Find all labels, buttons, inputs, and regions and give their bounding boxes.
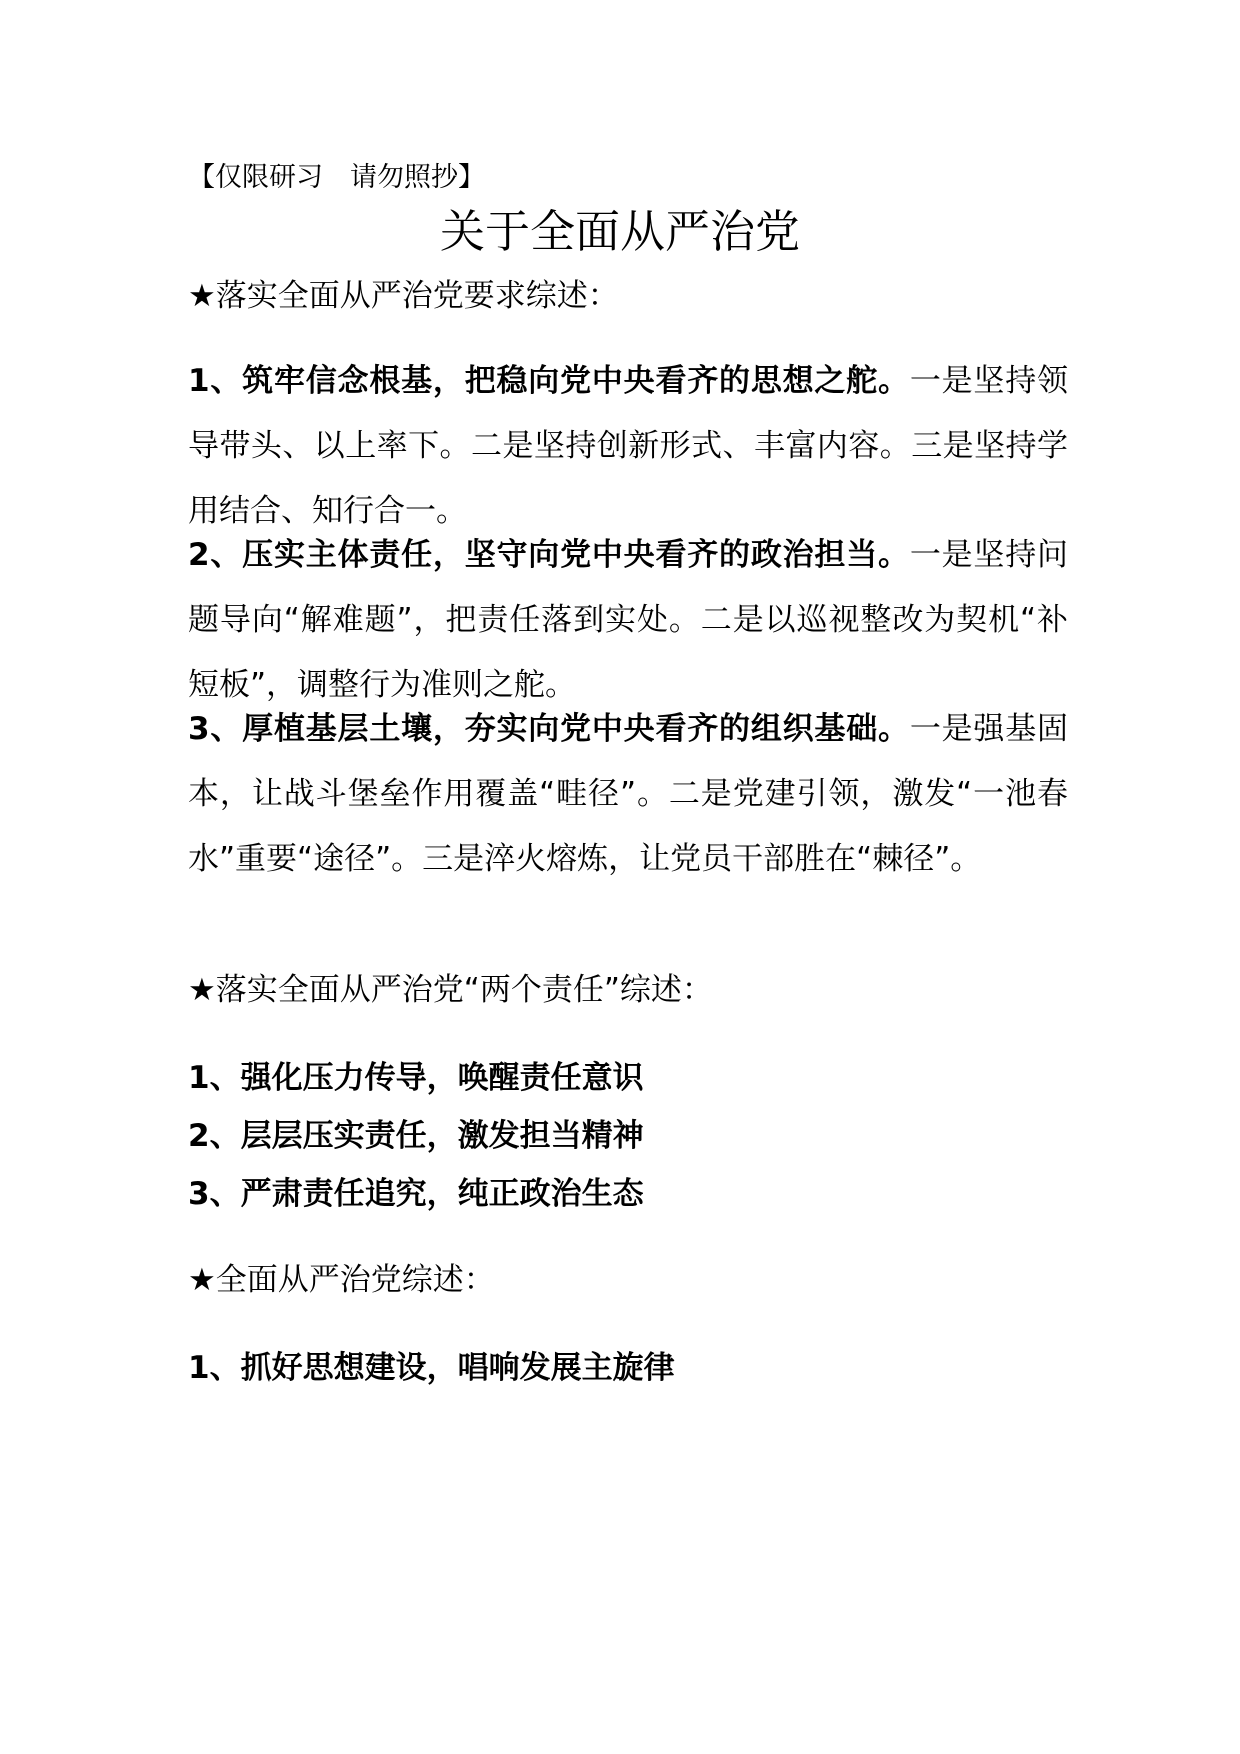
section-heading-overview: ★全面从严治党综述： (188, 1262, 495, 1298)
list-item: 2、层层压实责任，激发担当精神 (188, 1118, 644, 1154)
paragraph-item-3-title: 3、厚植基层土壤，夯实向党中央看齐的组织基础。 (188, 711, 910, 747)
list-item: 1、强化压力传导，唤醒责任意识 (188, 1060, 644, 1096)
section-heading-requirements: ★落实全面从严治党要求综述： (188, 278, 619, 314)
paragraph-item-1-text: 一是坚持领导带头、以上率下。二是坚持创新形式、丰富内容。三是坚持学用结合、知行合一。 (188, 363, 1069, 529)
paragraph-item-2-title: 2、压实主体责任，坚守向党中央看齐的政治担当。 (188, 537, 910, 573)
paragraph-item-2 (188, 523, 1068, 718)
paragraph-item-1 (188, 349, 1068, 544)
list-item: 1、抓好思想建设，唱响发展主旋律 (188, 1350, 675, 1386)
page-title: 关于全面从严治党 (439, 205, 800, 258)
list-item: 3、严肃责任追究，纯正政治生态 (188, 1176, 644, 1212)
paragraph-item-2-text: 一是坚持问题导向“解难题”，把责任落到实处。二是以巡视整改为契机“补短板”，调整行为准则之舵。 (188, 537, 1069, 703)
paragraph-item-3-text: 一是强基固本，让战斗堡垒作用覆盖“畦径”。二是党建引领，激发“一池春水”重要“途径”。三是淬火熔炼，让党员干部胜在“棘径”。 (188, 711, 1069, 877)
section-heading-two-responsibilities: ★落实全面从严治党“两个责任”综述： (188, 972, 713, 1008)
paragraph-item-3 (188, 697, 1068, 892)
study-only-stamp: 【仅限研习 请勿照抄】 (188, 162, 485, 193)
paragraph-item-1-title: 1、筑牢信念根基，把稳向党中央看齐的思想之舵。 (188, 363, 910, 399)
